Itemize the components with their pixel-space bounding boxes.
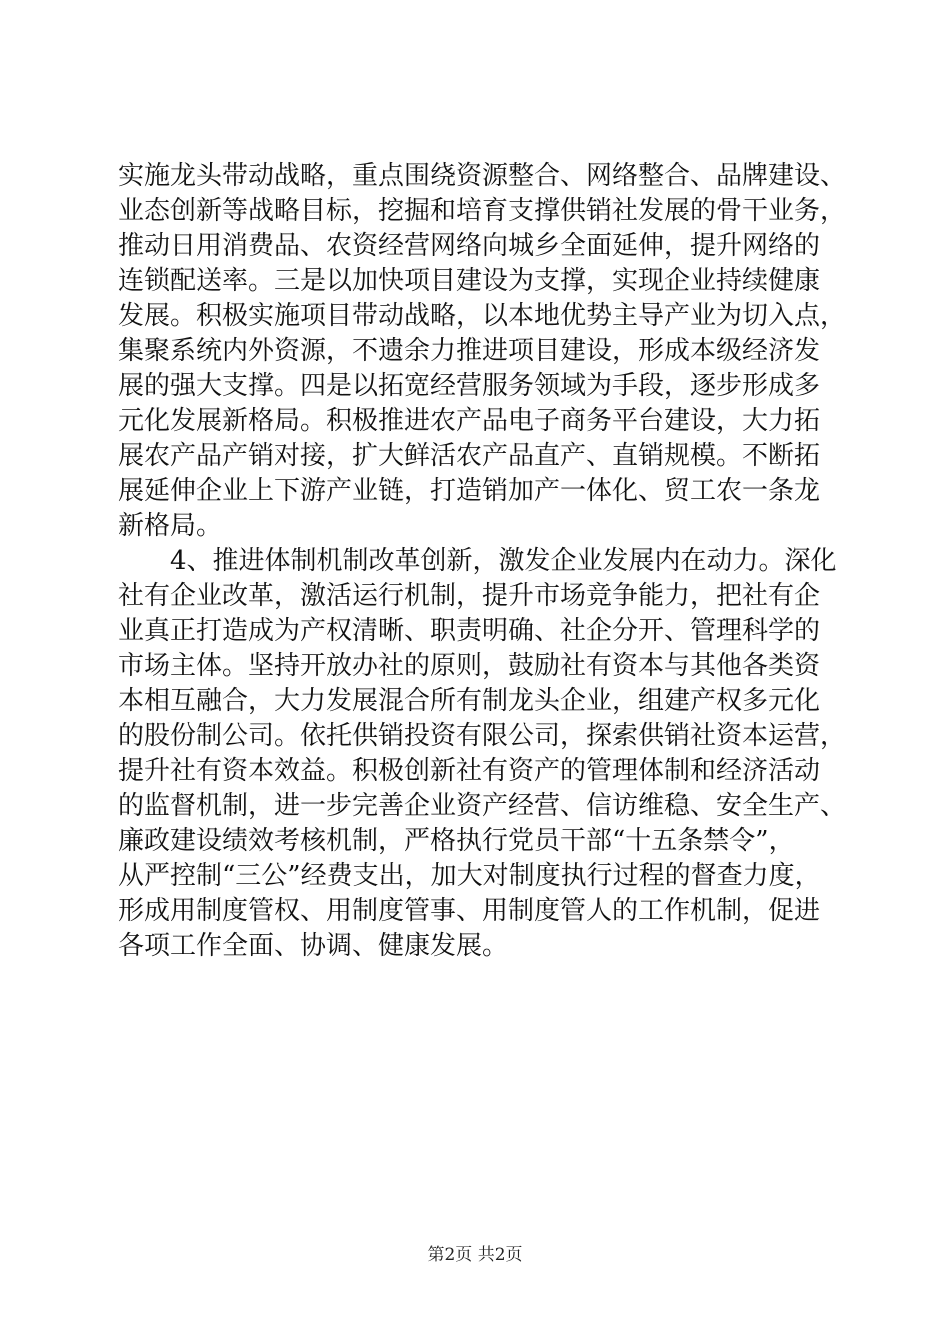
text-line: 提升社有资本效益。积极创新社有资产的管理体制和经济活动 bbox=[118, 756, 821, 786]
text-line: 市场主体。坚持开放办社的原则，鼓励社有资本与其他各类资 bbox=[118, 651, 821, 681]
text-line: 实施龙头带动战略，重点围绕资源整合、网络整合、品牌建设、 bbox=[118, 161, 847, 191]
text-line: 展延伸企业上下游产业链，打造销加产一体化、贸工农一条龙 bbox=[118, 476, 821, 506]
text-line: 的监督机制，进一步完善企业资产经营、信访维稳、安全生产、 bbox=[118, 791, 847, 821]
text-line: 新格局。 bbox=[118, 511, 223, 541]
text-line: 形成用制度管权、用制度管事、用制度管人的工作机制，促进 bbox=[118, 896, 821, 926]
text-line: 推动日用消费品、农资经营网络向城乡全面延伸，提升网络的 bbox=[118, 231, 821, 261]
document-body bbox=[118, 159, 848, 964]
text-line: 廉政建设绩效考核机制，严格执行党员干部“十五条禁令”， bbox=[118, 826, 795, 856]
text-line: 从严控制“三公”经费支出，加大对制度执行过程的督查力度， bbox=[118, 861, 821, 891]
text-line: 业真正打造成为产权清晰、职责明确、社企分开、管理科学的 bbox=[118, 616, 821, 646]
text-line: 社有企业改革，激活运行机制，提升市场竞争能力，把社有企 bbox=[118, 581, 821, 611]
text-line: 发展。积极实施项目带动战略，以本地优势主导产业为切入点， bbox=[118, 301, 847, 331]
text-line: 展的强大支撑。四是以拓宽经营服务领域为手段，逐步形成多 bbox=[118, 371, 821, 401]
text-line: 集聚系统内外资源，不遗余力推进项目建设，形成本级经济发 bbox=[118, 336, 821, 366]
text-line: 的股份制公司。依托供销投资有限公司，探索供销社资本运营， bbox=[118, 721, 847, 751]
text-line: 元化发展新格局。积极推进农产品电子商务平台建设，大力拓 bbox=[118, 406, 821, 436]
text-line: 本相互融合，大力发展混合所有制龙头企业，组建产权多元化 bbox=[118, 686, 821, 716]
paragraph-1 bbox=[118, 159, 848, 544]
text-line: 各项工作全面、协调、健康发展。 bbox=[118, 931, 509, 961]
text-line: 业态创新等战略目标，挖掘和培育支撑供销社发展的骨干业务， bbox=[118, 196, 847, 226]
text-line: 4、推进体制机制改革创新，激发企业发展内在动力。深化 bbox=[170, 546, 837, 576]
text-line: 展农产品产销对接，扩大鲜活农产品直产、直销规模。不断拓 bbox=[118, 441, 821, 471]
text-line: 连锁配送率。三是以加快项目建设为支撑，实现企业持续健康 bbox=[118, 266, 821, 296]
paragraph-2 bbox=[118, 544, 848, 964]
page-number-footer: 第2页 共2页 bbox=[427, 1245, 523, 1265]
